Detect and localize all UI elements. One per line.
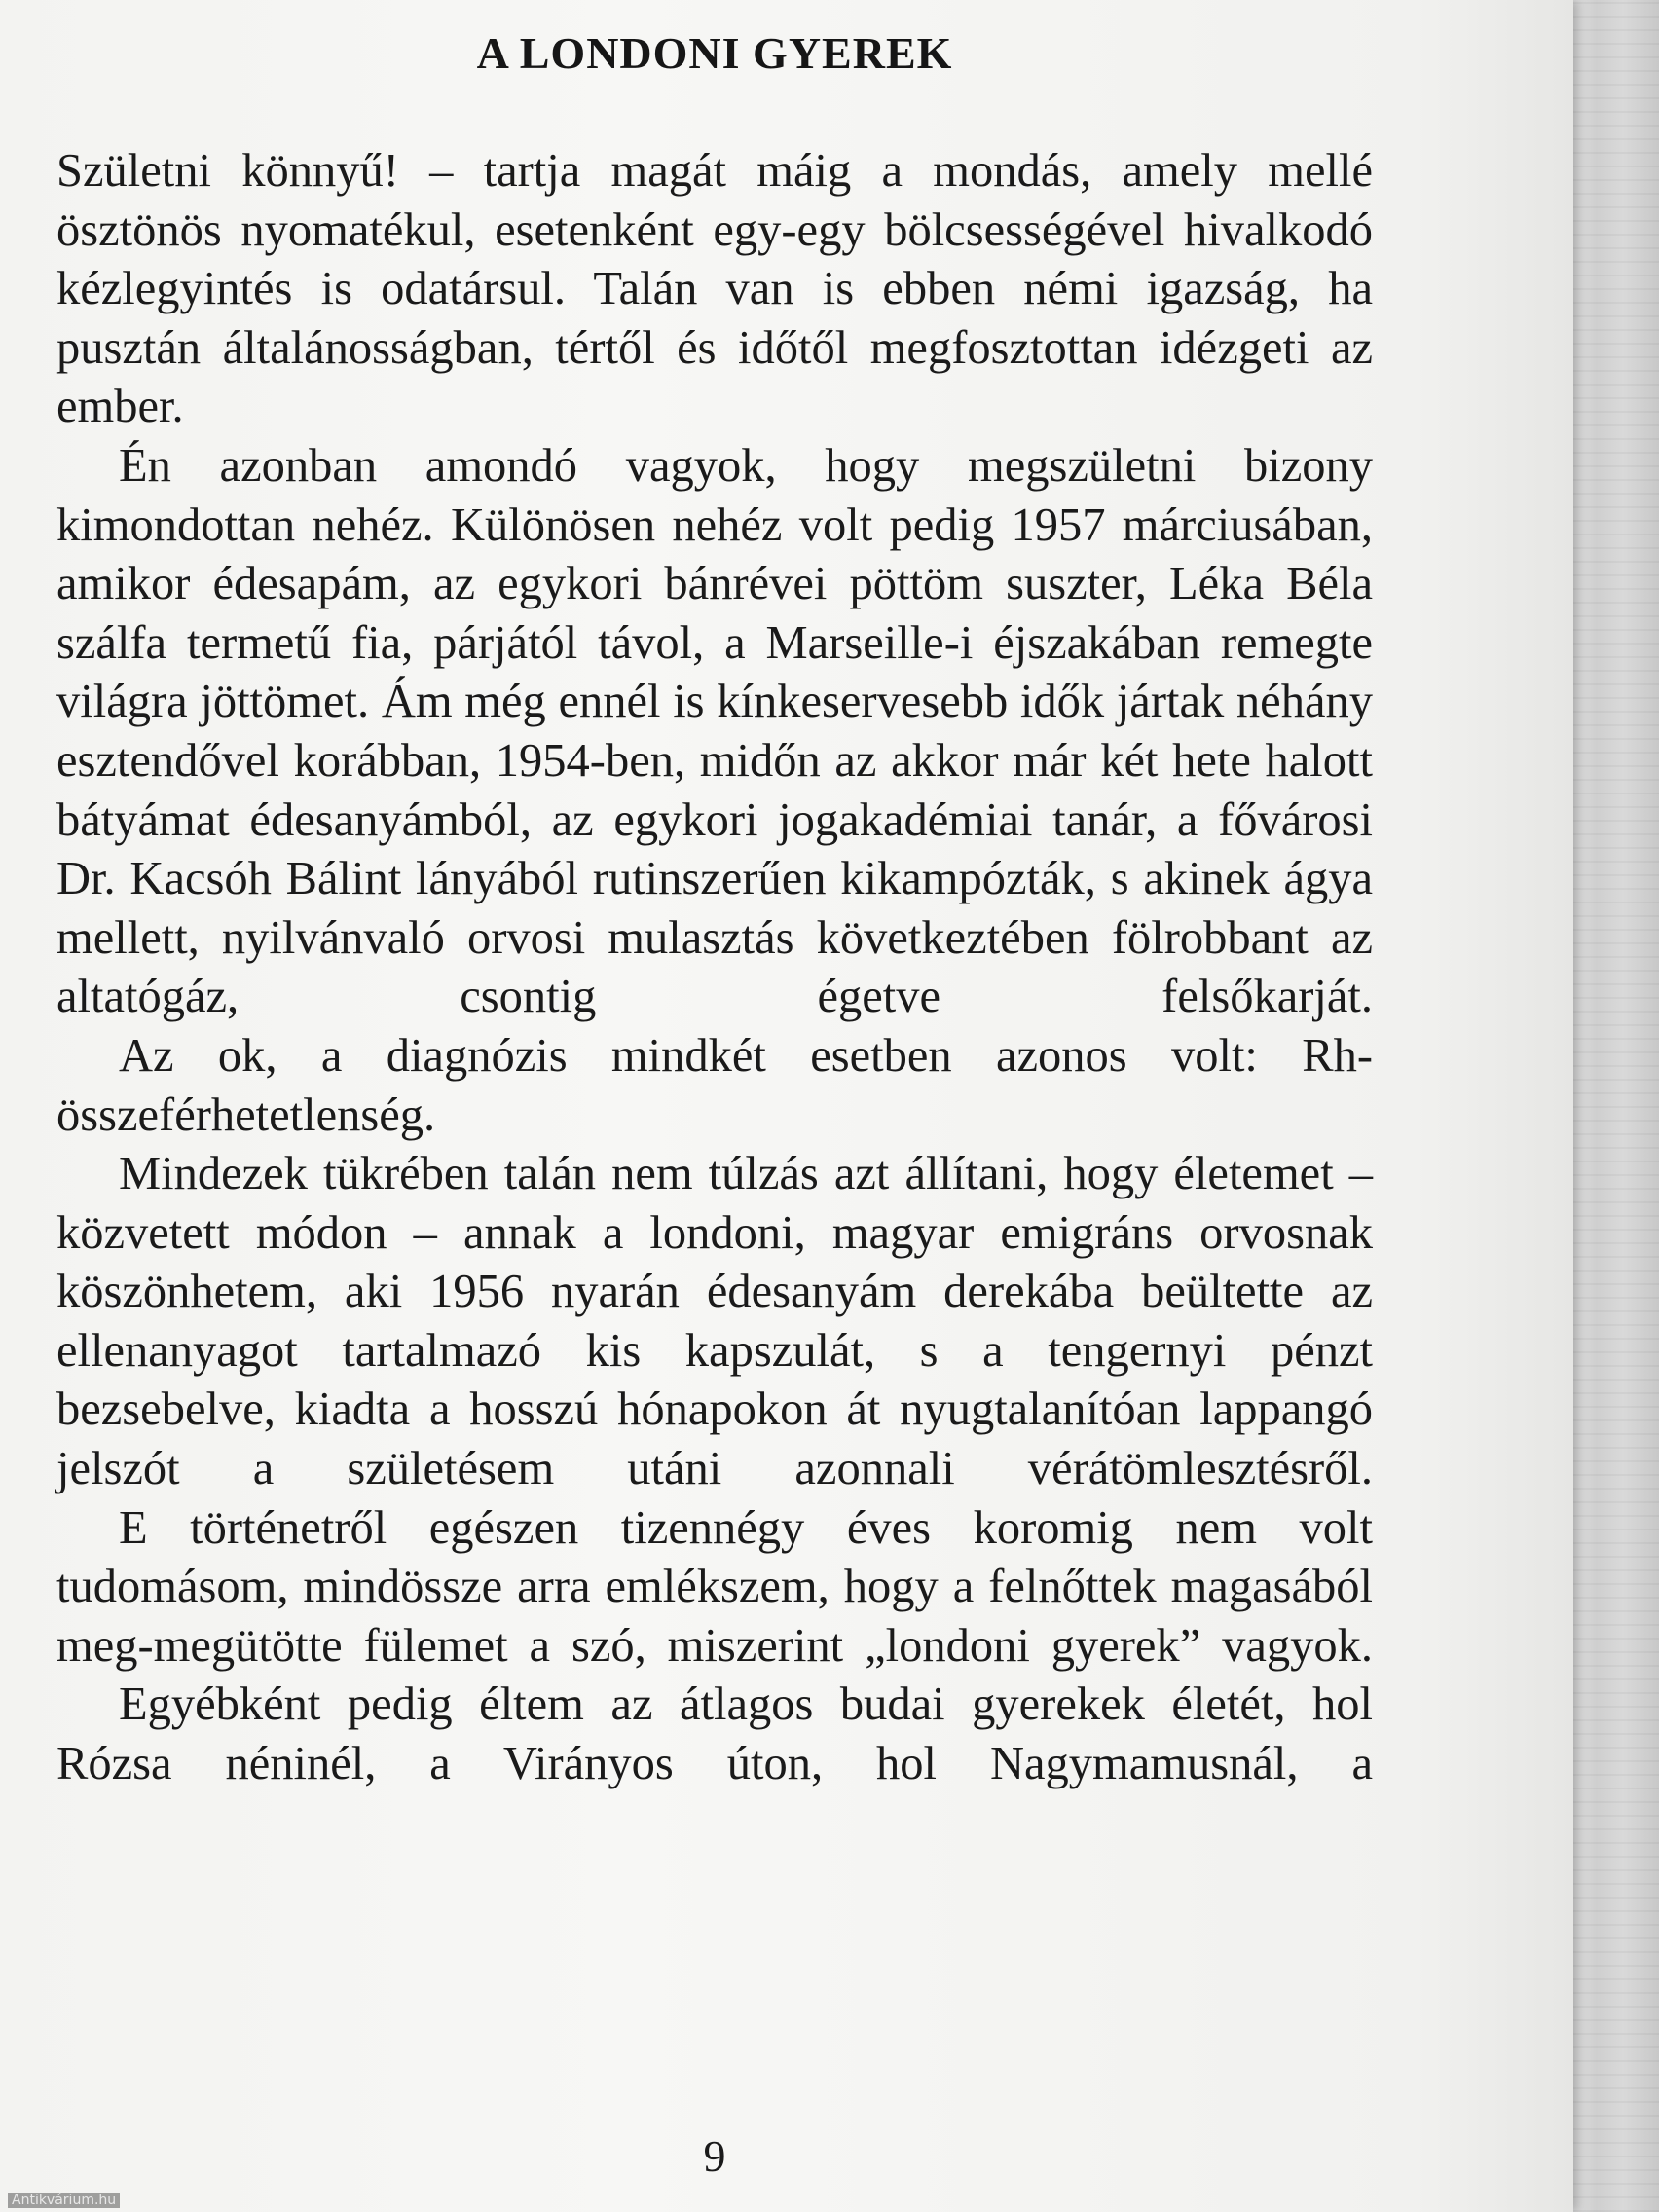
body-text <box>56 142 1373 1794</box>
paragraph-5: E történetről egészen tizennégy éves koromig nem volt tudomásom, mindössze arra emlékszem, hogy a felnőttek magasából meg-megütötte fülemet a szó, miszerint „londoni gyerek” vagyok. <box>56 1501 1373 1672</box>
paragraph-6: Egyébként pedig éltem az átlagos budai gyerekek életét, hol Rózsa néninél, a Virányos úton, hol Nagymamusnál, a <box>56 1678 1373 1790</box>
watermark: Antikvárium.hu <box>8 2193 120 2208</box>
background-surface <box>1569 0 1659 2212</box>
paragraph-3: Az ok, a diagnózis mindkét esetben azonos volt: Rh-összeférhetetlenség. <box>56 1029 1373 1141</box>
page-number: 9 <box>703 2131 726 2181</box>
paragraph-4: Mindezek tükrében talán nem túlzás azt állítani, hogy életemet – közvetett módon – annak a londoni, magyar emigráns orvosnak köszönhetem, aki 1956 nyarán édesanyám derekába beültette az ellenanyagot tartalmazó kis kapszulát, s a tengernyi pénzt bezsebelve, kiadta a hosszú hónapokon át nyugtalanítóan lappangó jelszót a születésem utáni azonnali vérátömlesztésről. <box>56 1148 1373 1495</box>
chapter-title: A LONDONI GYEREK <box>476 28 953 78</box>
paragraph-2: Én azonban amondó vagyok, hogy megszületni bizony kimondottan nehéz. Különösen nehéz volt pedig 1957 márciusában, amikor édesapám, az egykori bánrévei pöttöm suszter, Léka Béla szálfa termetű fia, párjától távol, a Marseille-i éjszakában remegte világra jöttömet. Ám még ennél is kínkeservesebb idők jártak néhány esztendővel korábban, 1954-ben, midőn az akkor már két hete halott bátyámat édesanyámból, az egykori jogakadémiai tanár, a fővárosi Dr. Kacsóh Bálint lányából rutinszerűen kikampózták, s akinek ágya mellett, nyilvánvaló orvosi mulasztás következtében fölrobbant az altatógáz, csontig égetve felsőkarját. <box>56 439 1373 1023</box>
paragraph-1: Születni könnyű! – tartja magát máig a mondás, amely mellé ösztönös nyomatékul, esetenként egy-egy bölcsességével hivalkodó kézlegyintés is odatársul. Talán van is ebben némi igazság, ha pusztán általánosságban, tértől és időtől megfosztottan idézgeti az ember. <box>56 145 1373 433</box>
